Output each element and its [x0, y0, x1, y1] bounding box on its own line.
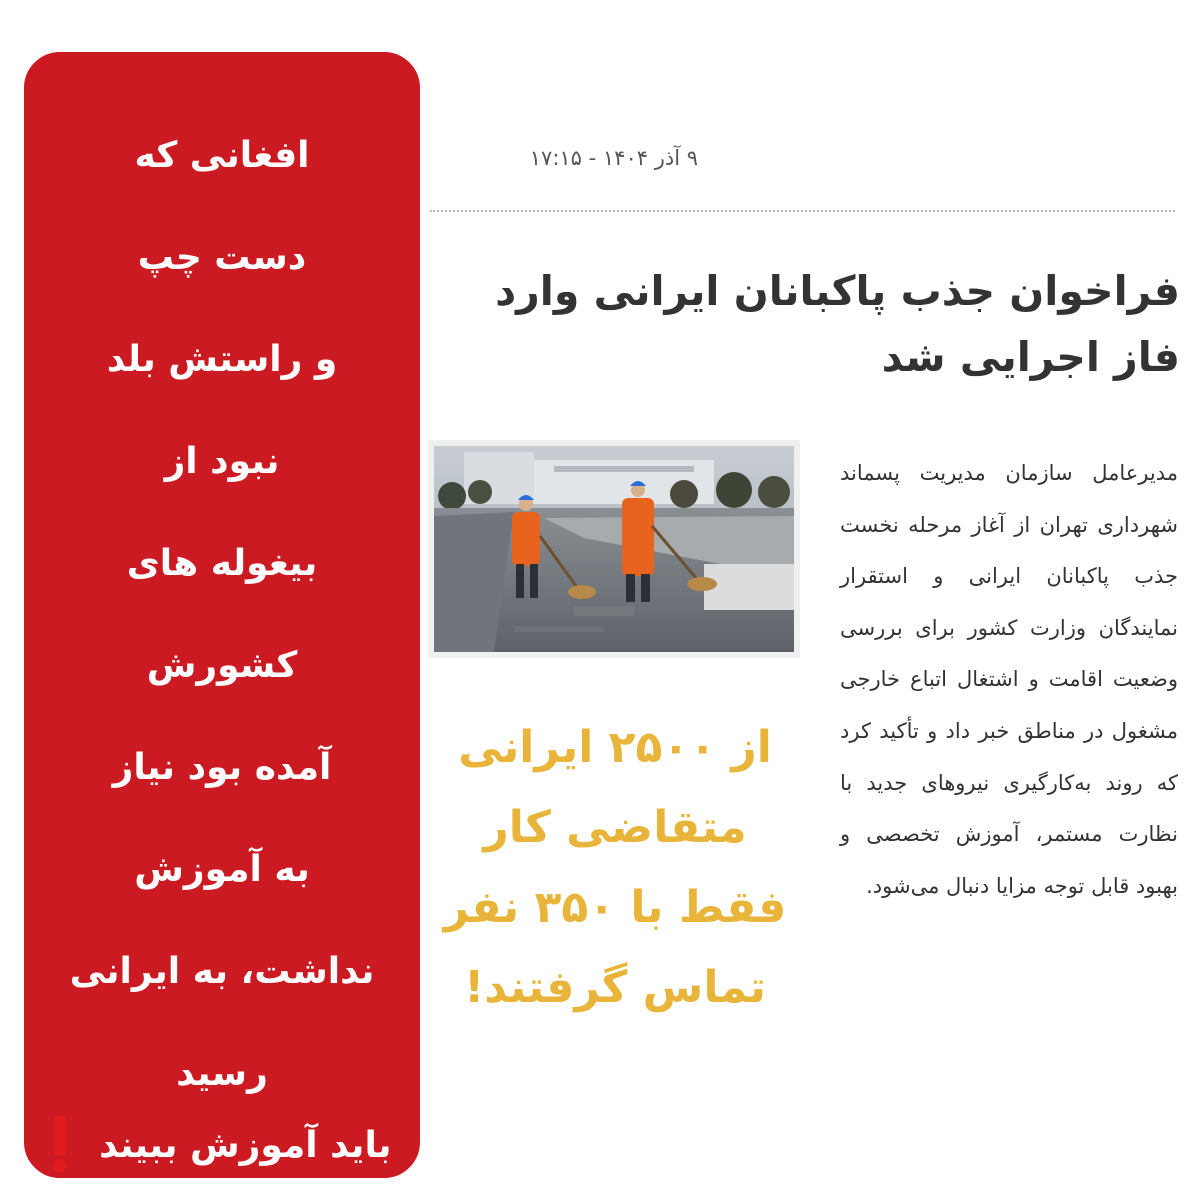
article-date: ۹ آذر ۱۴۰۴ - ۱۷:۱۵ — [529, 146, 698, 170]
divider — [430, 210, 1175, 212]
sidebar-line-9: نداشت، به ایرانی — [69, 951, 375, 992]
article-body: مدیرعامل سازمان مدیریت پسماند شهرداری تهران از آغاز مرحله نخست جذب پاکبانان ایرانی و استقرار نمایندگان وزارت کشور برای بررسی وضعیت اقامت و اشتغال اتباع خارجی مشغول در مناطق خبر داد و تأکید کرد که روند به‌کارگیری نیروهای جدید با نظارت مستمر، آموزش تخصصی و بهبود قابل توجه مزایا دنبال می‌شود. — [840, 461, 1178, 898]
sidebar-line-6: کشورش — [146, 645, 298, 686]
sidebar-line-8: به آموزش — [134, 849, 310, 890]
overlay-line-3: فقط با ۳۵۰ نفر — [443, 882, 787, 933]
sidebar-line-11 — [24, 1116, 420, 1176]
sidebar-line-4: نبود از — [164, 441, 280, 482]
overlay-line-4: تماس گرفتند! — [464, 962, 766, 1013]
sidebar-line-11-text: باید آموزش ببیند — [99, 1125, 392, 1166]
overlay-line-2: متقاضی کار — [483, 802, 747, 853]
sidebar-line-1: افغانی که — [134, 135, 310, 176]
article-headline: فراخوان جذب پاکبانان ایرانی وارد فاز اجرایی شد — [495, 267, 1180, 381]
sidebar-line-7: آمده بود نیاز — [112, 747, 332, 788]
overlay-text — [420, 708, 810, 1028]
sidebar-red-panel — [22, 50, 422, 1180]
sidebar-line-3: و راستش بلد — [106, 339, 338, 380]
sidebar-line-2: دست چپ — [137, 237, 307, 278]
exclamation-icon — [53, 1115, 67, 1172]
article-photo — [428, 440, 800, 658]
sidebar-line-5: بیغوله های — [126, 543, 318, 584]
sidebar-line-10: رسید — [176, 1053, 268, 1094]
overlay-line-1: از ۲۵۰۰ ایرانی — [458, 722, 772, 773]
